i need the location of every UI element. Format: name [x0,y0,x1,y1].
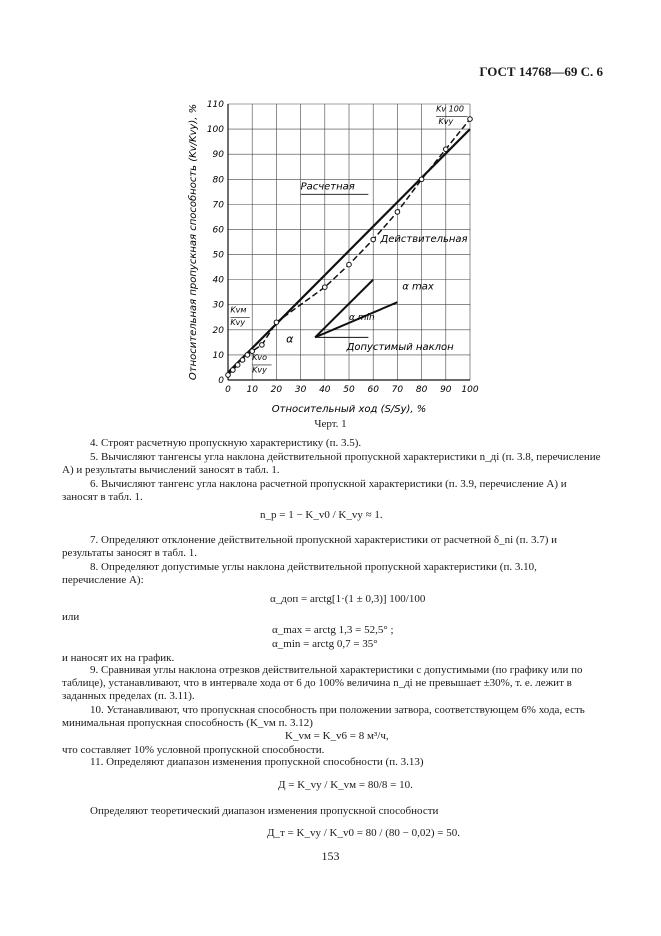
label-kvo-bottom: Kvy [252,365,267,375]
paragraph-9: 9. Сравнивая углы наклона отрезков действительной характеристики с допустимыми (по графику или по таблице), устанавливают, что в интервале хода от 6 до 100% величина n_дi не превышает ±30%, т. е. лежит в заданных пределах (п. 3.11). [62,664,583,702]
x-tick-label: 100 [461,385,479,395]
data-point-actual [235,363,240,368]
y-tick-label: 90 [212,150,224,161]
paragraph-11: 11. Определяют диапазон изменения пропускной способности (п. 3.13) [90,756,424,768]
data-point-actual [347,262,352,267]
label-kvm-bottom: Kvy [230,317,246,327]
data-point-actual [240,358,245,363]
label-kvo-top: Kvo [252,352,268,362]
chart-tick-labels [187,100,479,415]
x-tick-label: 40 [319,385,331,395]
formula-dt: Д_т = K_vy / K_v0 = 80 / (80 − 0,02) = 50. [267,827,460,839]
paragraph-12: Определяют теоретический диапазон изменения пропускной способности [90,805,439,817]
formula-alpha-min: α_min = arctg 0,7 = 35° [272,638,378,650]
data-point-actual [444,147,449,152]
data-point-actual [274,320,279,325]
label-permissible: Допустимый наклон [346,341,454,353]
paragraph-7: 7. Определяют отклонение действительной пропускной характеристики от расчетной δ_ni (п. 3.7) и результаты заносят в табл. 1. [62,534,558,559]
y-tick-label: 80 [212,175,224,186]
y-tick-label: 60 [212,225,224,236]
y-tick-label: 10 [212,350,224,361]
x-axis-label: Относительный ход (S/Sy), % [271,404,427,415]
paragraph-4: 4. Строят расчетную пропускную характеристику (п. 3.5). [90,437,362,449]
data-point-actual [468,117,473,122]
page-number: 153 [321,849,340,863]
figure-caption: Черт. 1 [314,418,347,430]
data-point-actual [231,368,236,373]
data-point-actual [260,343,265,348]
x-tick-label: 50 [343,385,355,395]
data-point-actual [226,373,231,378]
label-alpha-max: α max [402,281,434,293]
paragraph-5: 5. Вычисляют тангенсы угла наклона действительной пропускной характеристики n_дi (п. 3.8, перечисление А) и результаты вычислений заносят в табл. 1. [62,451,601,476]
formula-d: Д = K_vy / K_vм = 80/8 = 10. [278,779,413,791]
y-tick-label: 110 [206,100,224,110]
x-tick-label: 10 [246,385,258,395]
y-tick-label: 0 [218,376,224,386]
y-tick-label: 30 [212,300,224,311]
formula-np: n_р = 1 − K_v0 / K_vy ≈ 1. [260,509,383,521]
y-tick-label: 70 [212,200,224,211]
paragraph-8: 8. Определяют допустимые углы наклона действительной пропускной характеристики (п. 3.10, перечисление А): [62,561,537,586]
formula-alpha-max: α_max = arctg 1,3 = 52,5° ; [272,624,394,636]
y-tick-label: 40 [212,275,224,286]
data-point-actual [245,353,250,358]
data-point-actual [419,177,424,182]
paragraph-8-end: и наносят их на график. [62,652,175,664]
x-tick-label: 30 [294,385,307,395]
label-kvm-top: Kvм [230,305,247,315]
y-tick-label: 20 [212,325,224,336]
label-calculated: Расчетная [300,181,355,193]
x-tick-label: 0 [225,385,231,395]
label-kv100-bottom: Kvy [438,117,454,127]
data-point-actual [395,210,400,215]
x-tick-label: 60 [367,385,379,395]
y-axis-label: Относительная пропускная способность (Kv/Kvy), % [188,103,199,381]
paragraph-10-end: что составляет 10% условной пропускной способности. [62,744,325,756]
x-tick-label: 20 [270,385,283,395]
y-tick-label: 50 [212,250,224,261]
y-tick-label: 100 [206,125,224,136]
label-kv100-top: Kv 100 [436,104,464,114]
formula-alpha-dop: α_доп = arctg[1·(1 ± 0,3)] 100/100 [270,593,426,605]
paragraph-10: 10. Устанавливают, что пропускная способность при положении затвора, соответствующем 6% хода, есть минимальная пропускная способность (K_vм п. 3.12) [62,704,585,729]
label-alpha: α [286,332,294,346]
paragraph-6: 6. Вычисляют тангенс угла наклона расчетной пропускной характеристики (п. 3.9, перечисление А) и заносят в табл. 1. [62,478,567,503]
data-point-actual [371,237,376,242]
document-header: ГОСТ 14768—69 С. 6 [479,64,603,79]
x-tick-label: 70 [391,385,404,395]
label-alpha-min: α min [349,312,375,323]
characteristic-chart [180,92,480,422]
x-tick-label: 80 [415,385,428,395]
x-tick-label: 90 [440,385,452,395]
formula-kvm: K_vм = K_v6 = 8 м³/ч, [285,730,389,742]
data-point-actual [323,285,328,290]
word-or: или [62,611,80,623]
label-actual: Действительная [380,234,468,245]
